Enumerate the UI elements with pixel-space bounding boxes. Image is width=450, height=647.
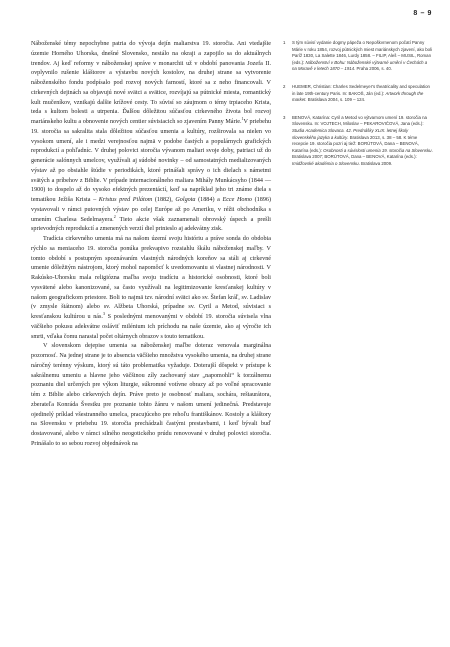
main-text-column: [31, 40, 271, 450]
footnote-text: . Bratislava 2004, s. 109 – 124.: [305, 97, 366, 103]
page-number: 8 – 9: [413, 10, 432, 17]
footnote-text: . Praha 2006, s. 40.: [354, 66, 392, 72]
footnote-text: S tým súvisí vydanie dogmy pápeža o Nepoškvrnenom počatí Panny Márie v roku 1854, rozvoj pútnických miest mariánskych zjavení, ako boli Paríž 1830, La Salette 1846, Lurdy 1858. – FILIP, Aleš – MUSIL, Roman (eds.):: [292, 40, 433, 65]
paragraph-2-text-b: (1882),: [152, 197, 176, 203]
footnote-text: BENOVÁ, Katarína: Cyril a Metod vo výtvarnom umení 19. storočia na Slovensku. In: VOJTECH, Miloslav – PEKAROVIČOVÁ, Jana (eds.):: [292, 114, 427, 127]
paragraph-3-text: Tradícia cirkevného umenia má na našom území svoju históriu a práve sonda do obdobia rýchlo sa meniaceho 19. storočia ponúka prekvapivo rozsiahlu škálu náboženskej maľby. V tomto období s postupným spoznávaním vlastných národných koreňov sa stáli aj cirkevné umenie dôležitým nástrojom, ktorý mohol napomôcť k uvedomovaniu si vlastnej národnosti. V Rakúsko-Uhorsku mala religiózna maľba svoju tradíciu a historické osobnosti, ktoré boli vysvätené alebo kanonizované, sa často využívali na legitimizovanie kresťanskej kultúry v našom geografickom priestore. Boli to najmä tzv. národní svätci ako sv. Štefan kráľ, sv. Ladislav (v zmysle štátnom) alebo sv. Alžbeta Uhorská, prípadne sv. Cyril a Metod, súvisiaci s kresťanskou kultúrou u nás.: [31, 236, 271, 320]
paragraph-2-text-c: (1884) a: [195, 197, 223, 203]
footnote-2: [283, 84, 433, 104]
footnote-ref-2: 2: [113, 213, 116, 219]
footnote-title: Imidžovské akadémia o Slovensku: [292, 160, 359, 166]
paragraph-1-text: Náboženské témy nepochybne patria do vývoja dejín maliarstva 19. storočia. Ani vtedajšie územie Horného Uhorska, dnešné Slovensko, nestálo na okraji a zapojilo sa do aktuálnych trendov. Aj keď reformy v náboženskej správe v monarchii už v období panovania Jozefa II. ovplyvnilo rušenie kláštorov a výstavbu nových kostolov, na druhej strane sa vytvorenie náboženského fondu podpísalo pod rozvoj nových farností, ktoré sa z neho financovali. V cirkevných dejinách sa objavujú nové svätci a svätice, rozvíjajú sa pútnické miesta, romantický kult mučeníkov, vznikajú dalšie krížové cesty. To súvisí so záujmom o témy trpiaceho Krista, teda s kultom bolesti a utrpenia. Ďalšou dôležitou súčasťou cirkevného života bol rozvoj mariánskeho kultu a obnovenie nových centier súvisiacich so zjavením Panny Márie.: [31, 41, 271, 125]
footnote-3: [283, 115, 433, 168]
footnote-number: 3: [283, 114, 286, 120]
footnote-title: Náboženství v Bohu: Náboženské výtvarné umění v Čechách a na Moravě v letech 1870 – 1914: [292, 59, 428, 72]
paragraph-4-text: V slovenskom dejepise umenia sa náboženskej maľbe doteraz venovala marginálna pozornosť. Na jednej strane je to absencia väčšieho množstva vysokého umenia, na druhej strane náročný terénny výskum, ktorý sú táto problematika vyžaduje. Doterajší dôspekt v prístupe k sakrálnemu umeniu a hlavne jeho väčšinou zíly zachovaný stav „napomohli“ k torzálnemu poznaniu diel určených pre výkon liturgie, súkromné votívne obrazy až po voľné spracovanie tém z Biblie alebo cirkevných dejín. Práve preto je osobnosť maliara, sochára, reštaurátora, zberateľa Konráda Švestku pre poznanie tohto žánru v našom umení jedinečná. Predstavuje ojedinelý príklad všestranného umelca, pracujúceho pre rehoľu františkánov. Kostoly a kláštory na Slovensku v priebehu 19. storočia prechádzali častými prestavbami, i keď bývali buď dostavované, alebo v rámci silného neogotického prúdu renovované v druhej polovici storočia. Prinášalo to so sebou rozvoj objednávok na: [31, 343, 271, 447]
footnote-title: Artwork through the market: [292, 90, 424, 103]
footnote-1: [283, 40, 433, 73]
paragraph-1: [31, 40, 271, 235]
artwork-title-pilate: Kristus pred Pilátom: [98, 197, 153, 203]
footnote-ref-1: 1: [241, 115, 244, 121]
footnote-title: Studia Academica Slovaca. 42. Prednášky XLIX. letnej školy slovenského jazyka a kultúry: [292, 127, 409, 140]
artwork-title-ecce-homo: Ecce Homo: [222, 197, 253, 203]
paragraph-2-text-a: V priebehu 19. storočia sa sakralita stala dôležitou súčasťou umenia a kultúry, rozširovala sa nielen vo vysokom umení, ale i medzi verejnosťou najmä v podobe častých a populárnych grafických reprodukcií a pohľadníc. V druhej polovici storočia vývanom maliari svoje doby, patriaci už do generácie salónnych umelcov, využívali aj súdobé novinky – od samostatných medializovaných výstav až po obsiahle štúdie v periodikách, ktoré prinášali správy o ich dielach s námetmi svätých a príbehov z Biblie. V prípade internacionálneho maliara Mihály Munkácsyho (1844 — 1900) to dospelo až do vysoko efektných prezentácií, keď sa napríklad jeho tri známe diela s tematikou Ježiša Krista –: [31, 119, 272, 203]
footnote-title: Osobnosti a súvislosti umenia 19. storočia na Slovensku: [323, 147, 432, 153]
paragraph-3: [31, 235, 271, 342]
footnote-number: 1: [283, 40, 286, 45]
footnote-ref-3: 3: [102, 310, 105, 316]
footnotes-column: [283, 40, 433, 179]
paragraph-2-text-e: Tieto akcie však zaznamenali obrovský úspech a prešli sprievodných reprodukcií a zmenených verzií diel prinieslo aj adekvátny zisk.: [31, 216, 271, 233]
footnote-number: 2: [283, 83, 286, 89]
footnote-text: HUEMER, Christian: Charles Sedelmeyer's theatricality and speculation in late 19th-century Paris. In: BAKOŠ, Ján (ed.):: [292, 83, 430, 96]
paragraph-2-text-d: (1896) vystavovali v rámci putovných výstav po celej Európe až po Ameriku, v réžii obchodníka s umením Charlesa Sedelmayera.: [31, 197, 272, 223]
footnote-text: . Bratislava 2007; BORÚTOVÁ, Dana – BENOVÁ, Katarína (eds.):: [292, 147, 433, 160]
paragraph-4: [31, 342, 271, 449]
footnote-text: . Bratislava 2009.: [358, 160, 393, 166]
artwork-title-golgota: Golgota: [175, 197, 196, 203]
footnote-text: . Bratislava 2013, s. 38 – 58. K téme recepcie 19. storočia pozri aj tiež: BORÚTOVÁ, Dana – BENOVÁ, Katarína (eds.):: [292, 134, 419, 153]
paragraph-3-text-b: S poslednými menovanými v období 19. storočia súvisela vlna väčšieho pokusu adekvátne osláviť milénium ich príchodu na naše územie, ako aj výročie ich smrti, vďaka čomu narastal počet oltárnych obrazov s touto tematikou.: [31, 314, 271, 340]
